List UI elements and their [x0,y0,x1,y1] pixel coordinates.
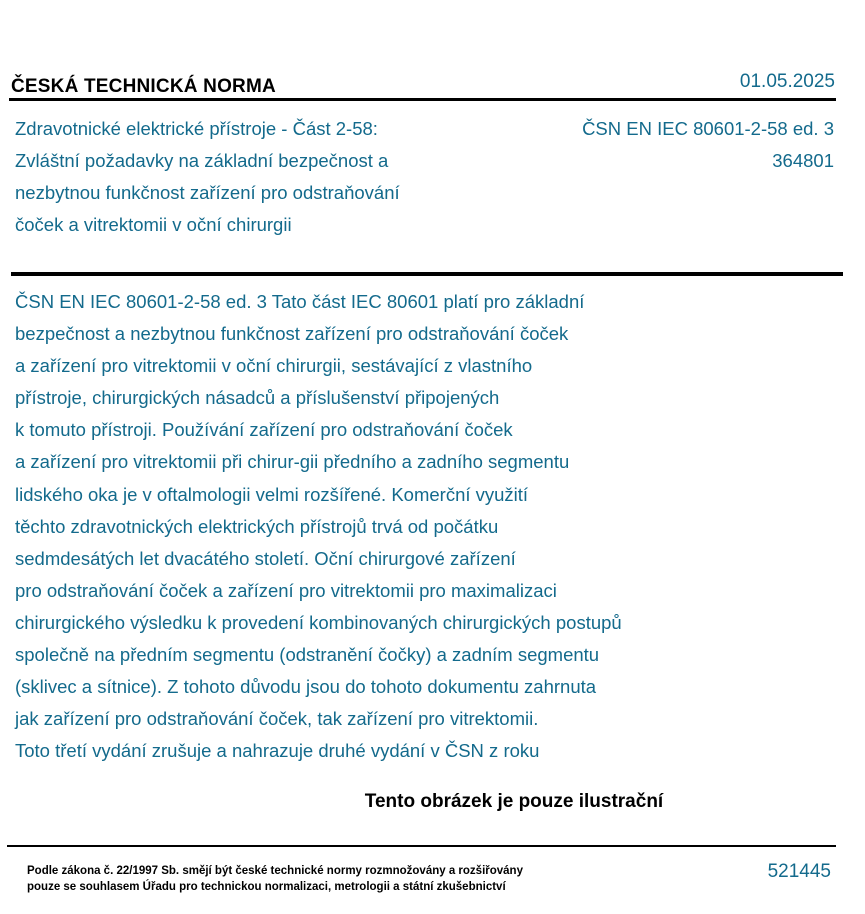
abstract-line: pro odstraňování čoček a zařízení pro vitrektomii pro maximalizaci [15,579,557,601]
title-line: nezbytnou funkčnost zařízení pro odstraňování [15,182,400,203]
title-line: Zdravotnické elektrické přístroje - Část 2-58: [15,118,378,139]
standard-title [15,113,485,241]
top-divider [9,98,836,101]
abstract-line: (sklivec a sítnice). Z tohoto důvodu jsou do tohoto dokumentu zahrnuta [15,676,597,698]
abstract-line: společně na předním segmentu (odstranění čočky) a zadním segmentu [15,644,600,666]
abstract-line: k tomuto přístroji. Používání zařízení pro odstraňování čoček [15,419,513,441]
abstract-line: bezpečnost a nezbytnou funkčnost zařízení pro odstraňování čoček [15,323,569,345]
document-number: 521445 [767,861,831,882]
legal-line: pouze se souhlasem Úřadu pro technickou normalizaci, metrologii a státní zkušebnictví [27,881,506,893]
illustration-note: Tento obrázek je pouze ilustrační [364,791,664,812]
middle-divider [11,272,843,276]
classification-number: 364801 [772,150,834,171]
abstract-line: Toto třetí vydání zrušuje a nahrazuje druhé vydání v ČSN z roku [15,740,540,762]
abstract-line: lidského oka je v oftalmologii velmi rozšířené. Komerční využití [15,483,529,505]
standard-code: ČSN EN IEC 80601-2-58 ed. 3 [582,118,834,139]
title-line: Zvláštní požadavky na základní bezpečnost a [15,150,389,171]
document-type-heading: ČESKÁ TECHNICKÁ NORMA [11,76,276,97]
abstract-line: ČSN EN IEC 80601-2-58 ed. 3 Tato část IEC 80601 platí pro základní [15,291,585,312]
standard-identifier [524,113,834,177]
legal-line: Podle zákona č. 22/1997 Sb. smějí být české technické normy rozmnožovány a rozšiřovány [27,865,523,877]
abstract-line: chirurgického výsledku k provedení kombinovaných chirurgických postupů [15,611,622,633]
abstract-text [15,286,735,767]
legal-notice [27,863,587,895]
abstract-line: těchto zdravotnických elektrických přístrojů trvá od počátku [15,515,499,537]
abstract-line: sedmdesátých let dvacátého století. Oční chirurgové zařízení [15,547,516,569]
publication-date: 01.05.2025 [739,71,835,92]
abstract-line: jak zařízení pro odstraňování čoček, tak zařízení pro vitrektomii. [15,708,539,730]
abstract-line: a zařízení pro vitrektomii při chirur-gii předního a zadního segmentu [15,451,570,473]
abstract-line: a zařízení pro vitrektomii v oční chirurgii, sestávající z vlastního [15,355,533,377]
title-line: čoček a vitrektomii v oční chirurgii [15,214,292,235]
bottom-divider [7,845,836,847]
abstract-line: přístroje, chirurgických násadců a příslušenství připojených [15,387,500,409]
